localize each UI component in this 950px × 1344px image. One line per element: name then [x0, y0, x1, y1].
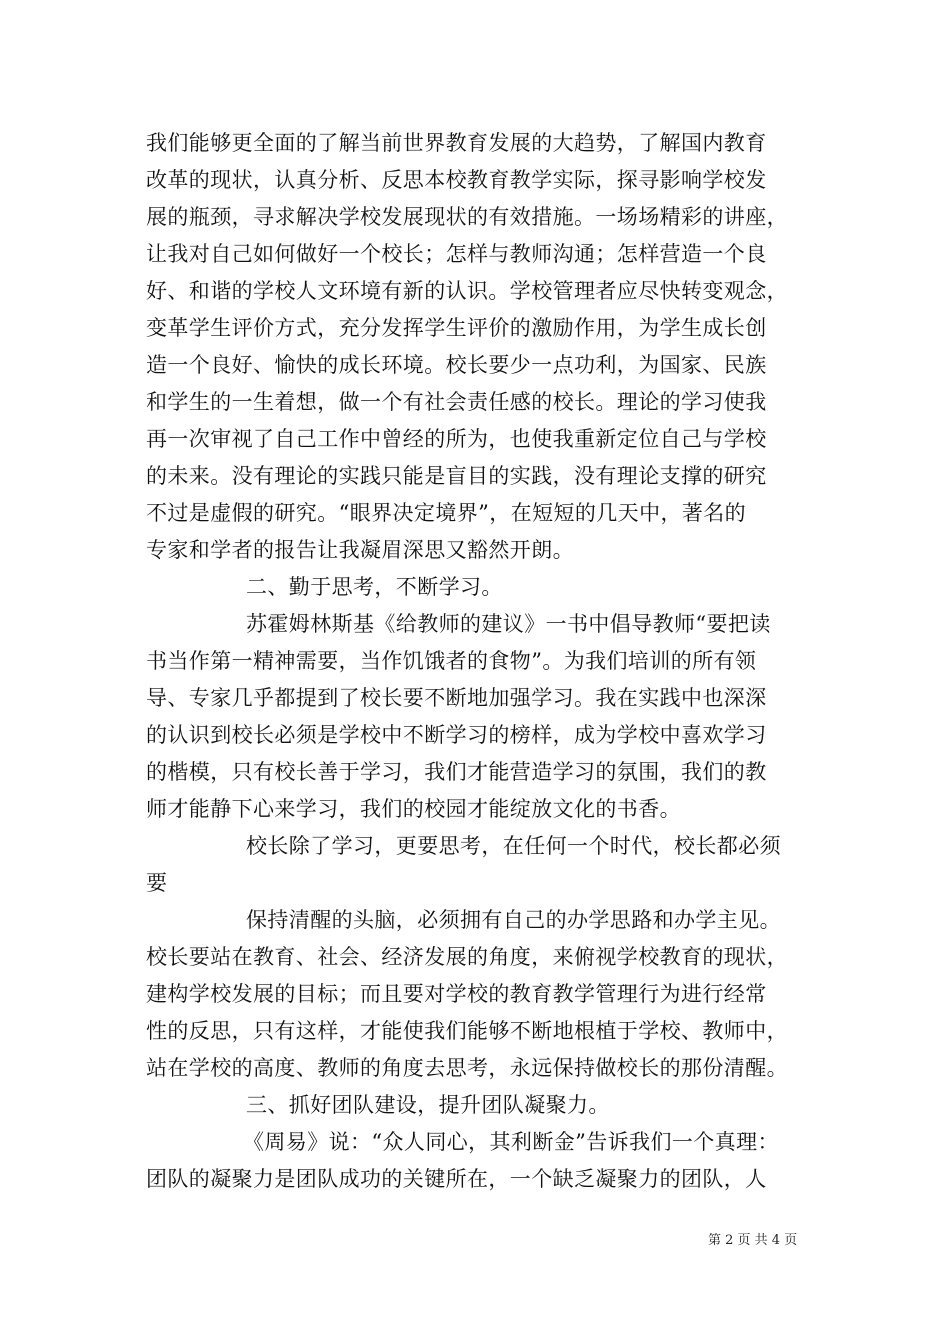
paragraph-line: 专家和学者的报告让我凝眉深思又豁然开朗。	[146, 538, 574, 562]
paragraph-line: 团队的凝聚力是团队成功的关键所在，一个缺乏凝聚力的团队，人	[146, 1167, 767, 1191]
paragraph-line: 校长除了学习，更要思考，在任何一个时代，校长都必须	[246, 834, 781, 858]
paragraph-line: 苏霍姆林斯基《给教师的建议》一书中倡导教师“要把读	[246, 612, 771, 636]
section-heading: 三、抓好团队建设，提升团队凝聚力。	[246, 1093, 610, 1117]
paragraph-line: 不过是虚假的研究。“眼界决定境界”，在短短的几天中，著名的	[146, 501, 747, 525]
paragraph-line: 要	[146, 871, 168, 895]
section-heading: 二、勤于思考，不断学习。	[246, 575, 503, 599]
page-number-footer: 第 2 页 共 4 页	[708, 1233, 798, 1248]
paragraph-line: 师才能静下心来学习，我们的校园才能绽放文化的书香。	[146, 797, 681, 821]
paragraph-line: 好、和谐的学校人文环境有新的认识。学校管理者应尽快转变观念，	[146, 279, 788, 303]
paragraph-line: 让我对自己如何做好一个校长；怎样与教师沟通；怎样营造一个良	[146, 242, 767, 266]
paragraph-line: 再一次审视了自己工作中曾经的所为，也使我重新定位自己与学校	[146, 427, 767, 451]
paragraph-line: 的未来。没有理论的实践只能是盲目的实践，没有理论支撑的研究	[146, 464, 767, 488]
paragraph-line: 《周易》说：“众人同心，其利断金”告诉我们一个真理：	[243, 1130, 779, 1154]
paragraph-line: 性的反思，只有这样，才能使我们能够不断地根植于学校、教师中，	[146, 1019, 788, 1043]
paragraph-line: 校长要站在教育、社会、经济发展的角度，来俯视学校教育的现状，	[146, 945, 788, 969]
paragraph-line: 和学生的一生着想，做一个有社会责任感的校长。理论的学习使我	[146, 390, 767, 414]
paragraph-line: 的楷模，只有校长善于学习，我们才能营造学习的氛围，我们的教	[146, 760, 767, 784]
paragraph-line: 造一个良好、愉快的成长环境。校长要少一点功利，为国家、民族	[146, 353, 767, 377]
paragraph-line: 的认识到校长必须是学校中不断学习的榜样，成为学校中喜欢学习	[146, 723, 767, 747]
paragraph-line: 建构学校发展的目标；而且要对学校的教育教学管理行为进行经常	[146, 982, 767, 1006]
paragraph-line: 导、专家几乎都提到了校长要不断地加强学习。我在实践中也深深	[146, 686, 767, 710]
paragraph-line: 站在学校的高度、教师的角度去思考，永远保持做校长的那份清醒。	[146, 1056, 788, 1080]
paragraph-line: 书当作第一精神需要，当作饥饿者的食物”。为我们培训的所有领	[146, 649, 757, 673]
paragraph-line: 展的瓶颈，寻求解决学校发展现状的有效措施。一场场精彩的讲座，	[146, 205, 788, 229]
paragraph-line: 改革的现状，认真分析、反思本校教育教学实际，探寻影响学校发	[146, 168, 767, 192]
paragraph-line: 保持清醒的头脑，必须拥有自己的办学思路和办学主见。	[246, 908, 781, 932]
paragraph-line: 变革学生评价方式，充分发挥学生评价的激励作用，为学生成长创	[146, 316, 767, 340]
paragraph-line: 我们能够更全面的了解当前世界教育发展的大趋势，了解国内教育	[146, 131, 767, 155]
